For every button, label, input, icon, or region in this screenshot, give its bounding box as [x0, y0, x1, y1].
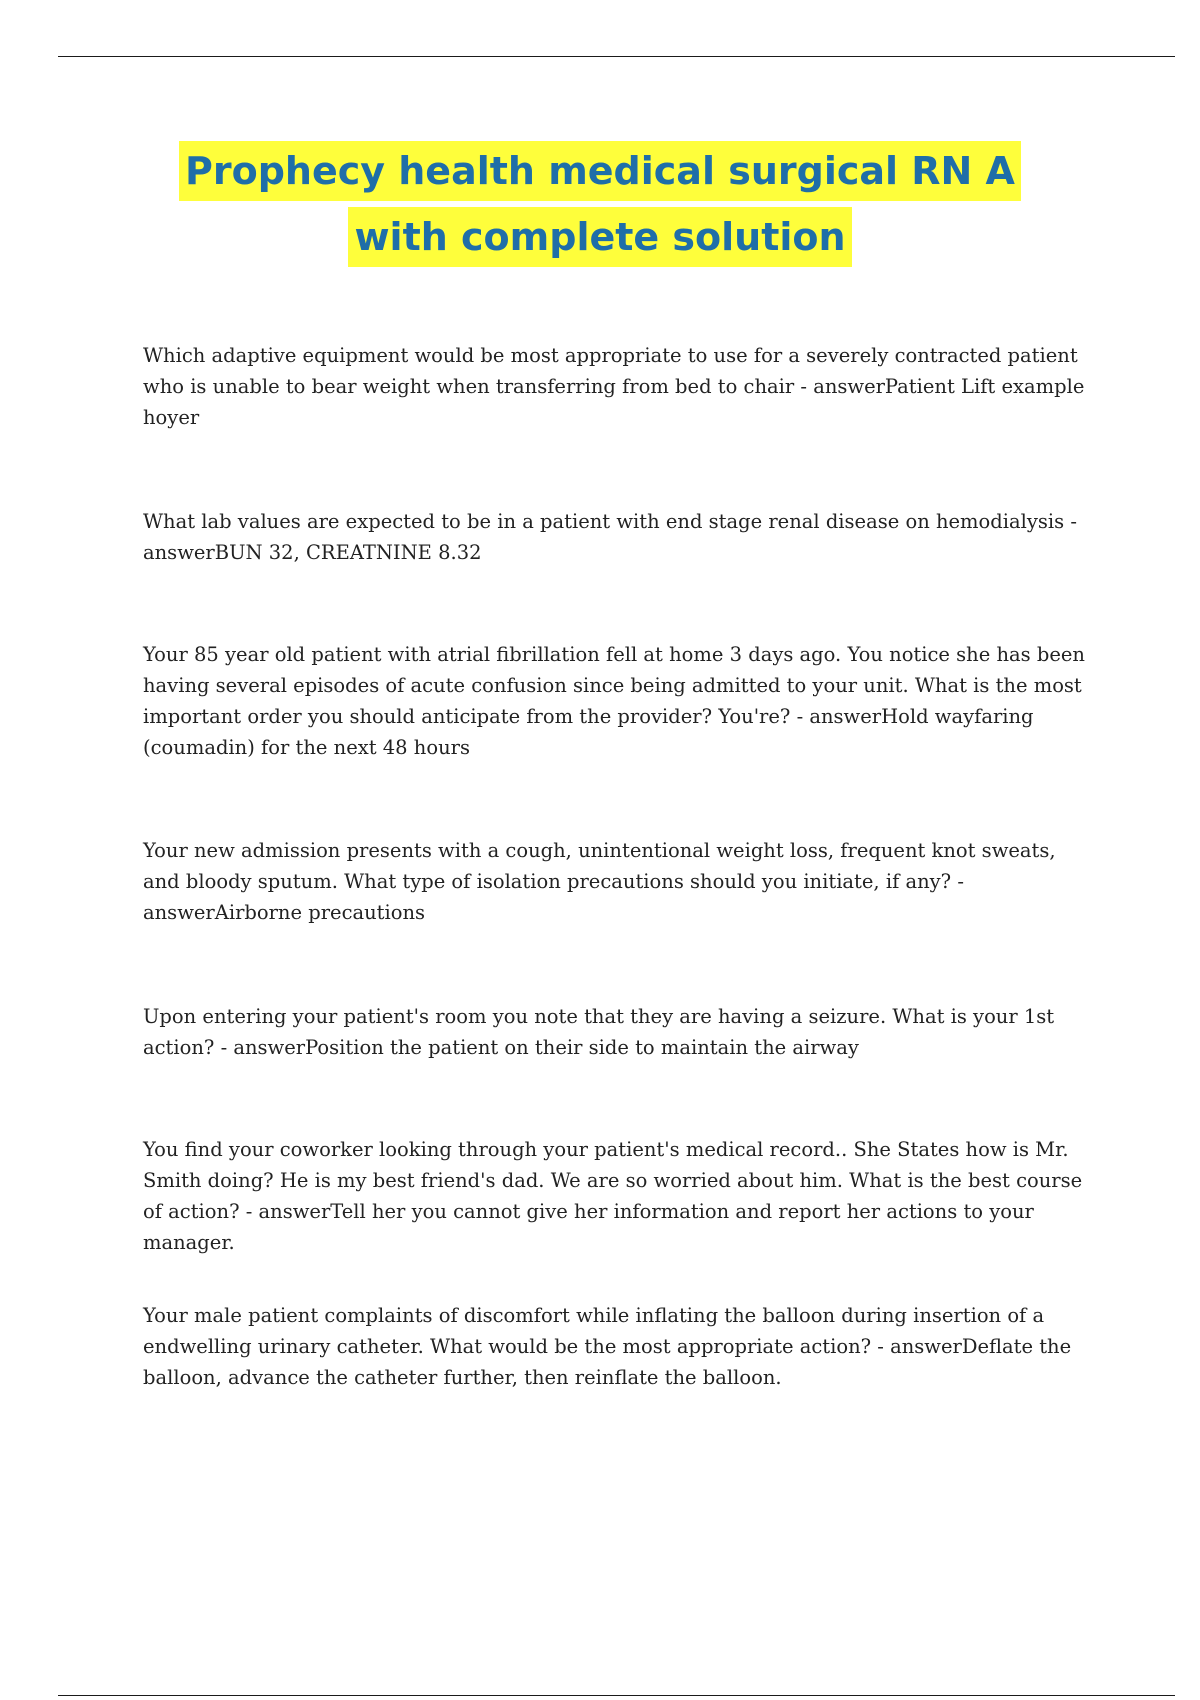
- qa-item-5: Upon entering your patient's room you note that they are having a seizure. What is your 1st action? - answerPosition the patient on their side to maintain the airway: [143, 1005, 1055, 1059]
- qa-item-1: Which adaptive equipment would be most appropriate to use for a severely contracted patient who is unable to bear weight when transferring from bed to chair - answerPatient Lift example hoyer: [143, 344, 1085, 429]
- qa-item-6: You find your coworker looking through your patient's medical record.. She States how is Mr. Smith doing? He is my best friend's dad. We are so worried about him. What is the best course of action? - answerTell her you cannot give her information and report her actions to your manager.: [143, 1138, 1083, 1254]
- qa-item-4: Your new admission presents with a cough, unintentional weight loss, frequent knot sweats, and bloody sputum. What type of isolation precautions should you initiate, if any? - answerAirborne precautions: [143, 839, 1056, 924]
- qa-item-7: Your male patient complaints of discomfort while inflating the balloon during insertion of a endwelling urinary catheter. What would be the most appropriate action? - answerDeflate the balloon, advance the catheter further, then reinflate the balloon.: [143, 1304, 1072, 1389]
- footer-rule: [58, 1695, 1175, 1696]
- title-line-1: Prophecy health medical surgical RN A: [179, 141, 1021, 201]
- qa-item-2: What lab values are expected to be in a patient with end stage renal disease on hemodialysis - answerBUN 32, CREATNINE 8.32: [143, 510, 1077, 564]
- header-rule: [58, 56, 1175, 57]
- document-title: [0, 138, 1200, 270]
- qa-item-3: Your 85 year old patient with atrial fibrillation fell at home 3 days ago. You notice she has been having several episodes of acute confusion since being admitted to your unit. What is the most important order you should anticipate from the provider? You're? - answerHold wayfaring (coumadin) for the next 48 hours: [143, 643, 1085, 759]
- title-line-2: with complete solution: [348, 207, 851, 267]
